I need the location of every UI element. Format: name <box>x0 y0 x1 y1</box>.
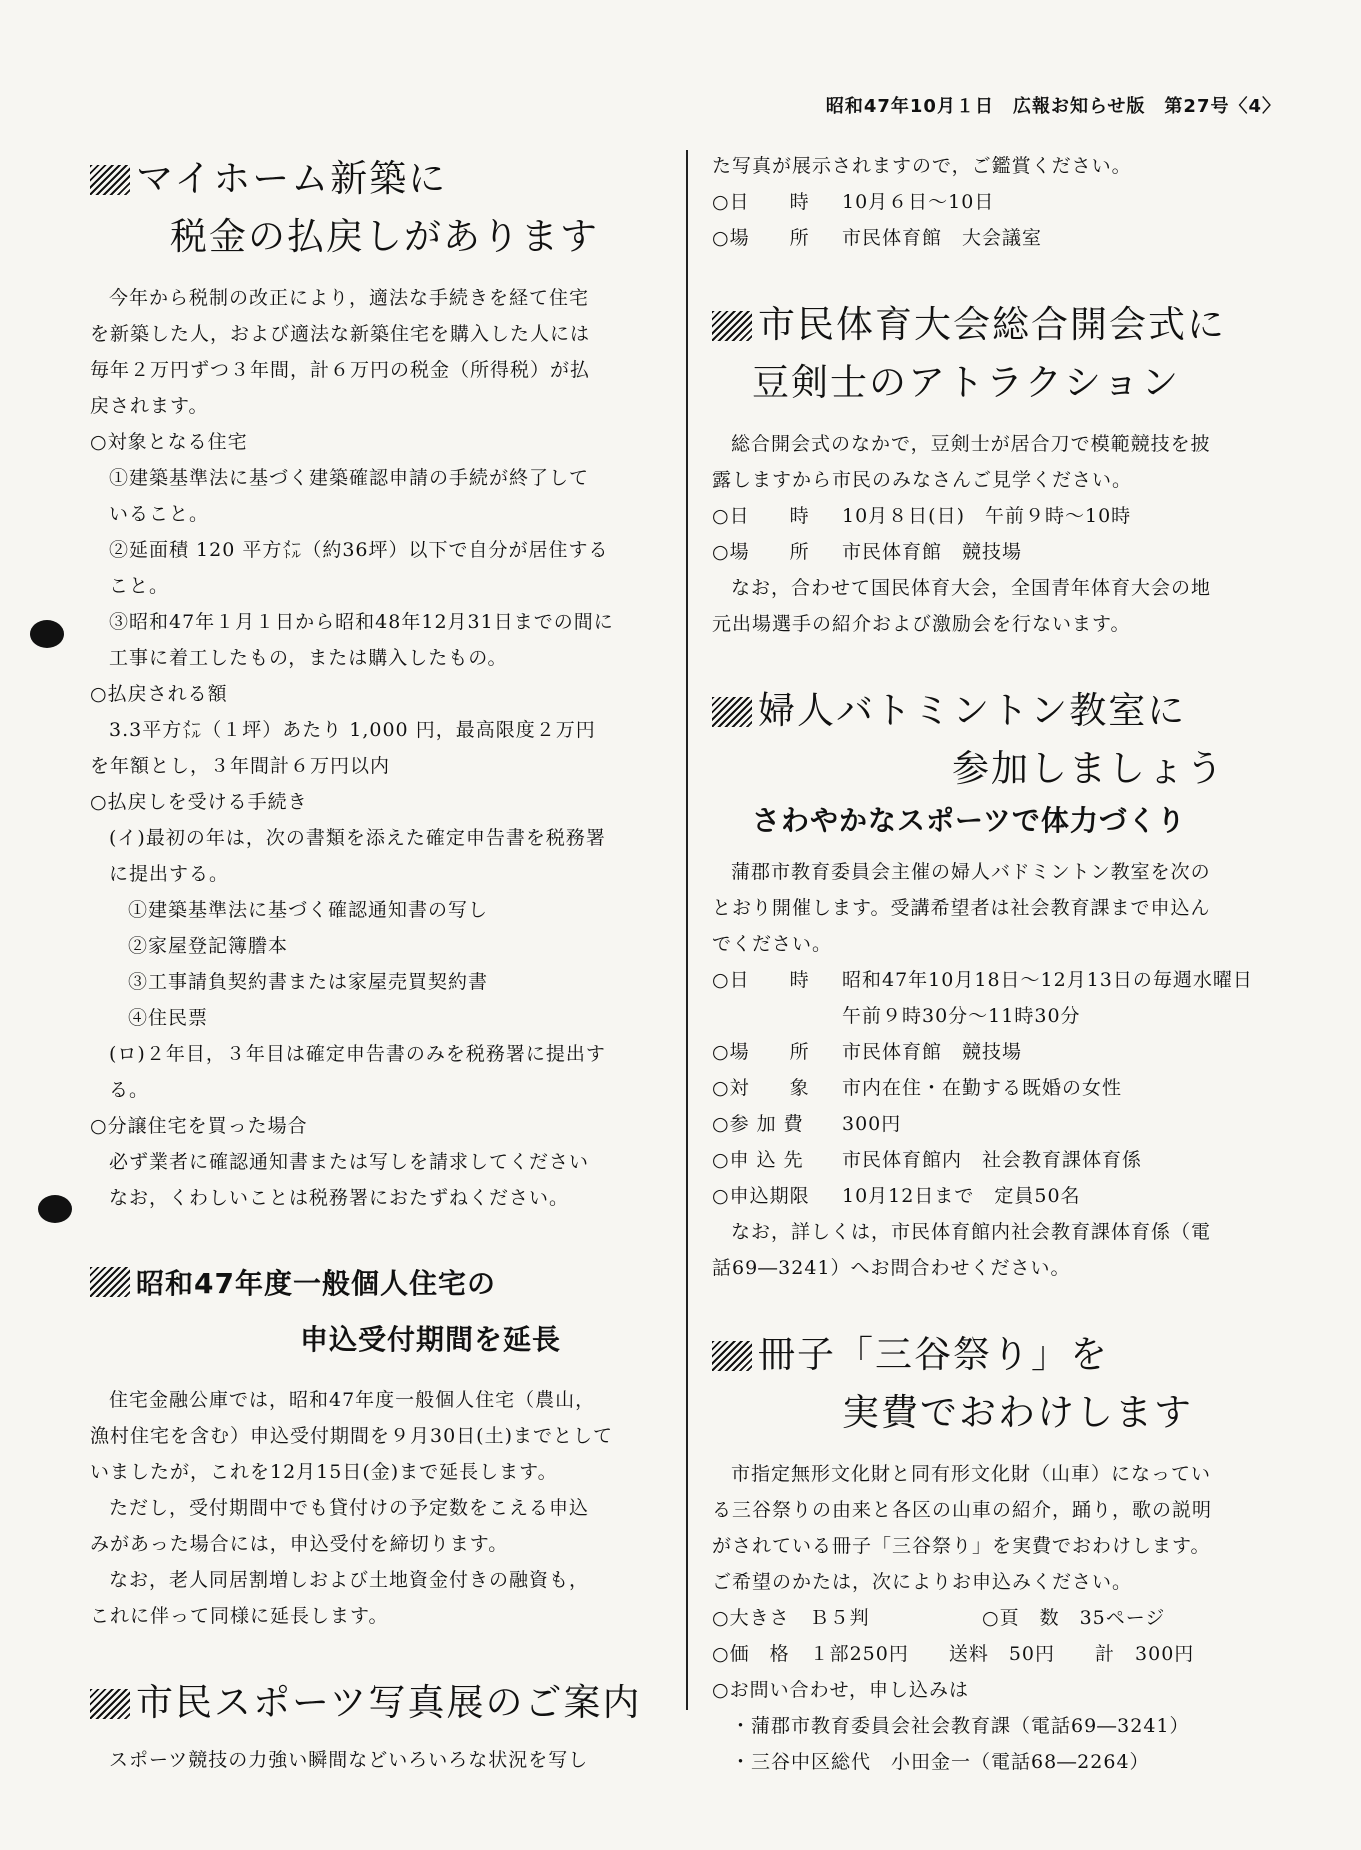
text-line: を年額とし，３年間計６万円以内 <box>90 755 391 777</box>
text-line: ③昭和47年１月１日から昭和48年12月31日までの間に <box>109 611 614 633</box>
title-line-1: 市民スポーツ写真展のご案内 <box>136 1681 642 1724</box>
text-line: 必ず業者に確認通知書または写しを請求してください <box>109 1151 590 1173</box>
article-title <box>90 1256 660 1368</box>
hatch-icon <box>712 697 752 727</box>
info-value: 市民体育館 大会議室 <box>842 227 1043 249</box>
text-line: 露しますから市民のみなさんご見学ください。 <box>712 469 1133 491</box>
hatch-icon <box>712 311 752 341</box>
hatch-icon <box>90 1267 130 1297</box>
article-photo-exhibit-cont <box>712 148 1292 256</box>
info-key: ○日 時 <box>712 505 810 527</box>
article-title <box>90 1674 660 1732</box>
article-title <box>712 296 1292 412</box>
text-line: なお，くわしいことは税務署におたずねください。 <box>109 1187 570 1209</box>
info-key: ○日 時 <box>712 969 810 991</box>
info-key: ○場 所 <box>712 541 810 563</box>
text-line: こと。 <box>109 575 170 597</box>
text-line: (イ)最初の年は，次の書類を添えた確定申告書を税務署 <box>109 827 606 849</box>
article-home-tax <box>90 150 660 1216</box>
title-line-2: 申込受付期間を延長 <box>300 1323 562 1356</box>
text-line: 話69―3241）へお問合わせください。 <box>712 1257 1071 1279</box>
text-line: に提出する。 <box>109 863 230 885</box>
item-heading: ○対象となる住宅 <box>90 431 248 453</box>
info-key <box>712 998 842 1034</box>
contact-line: ・蒲郡市教育委員会社会教育課（電話69―3241） <box>731 1715 1190 1737</box>
article-mitani-booklet <box>712 1326 1292 1780</box>
text-line: ③工事請負契約書または家屋売買契約書 <box>128 971 489 993</box>
contact-line: ・三谷中区総代 小田金一（電話68―2264） <box>731 1751 1150 1773</box>
text-line: ②延面積 120 平方㍍（約36坪）以下で自分が居住する <box>109 539 609 561</box>
column-divider <box>686 150 688 1710</box>
hatch-icon <box>90 165 130 195</box>
info-row <box>712 1142 1292 1178</box>
text-line: みがあった場合には，申込受付を締切ります。 <box>90 1533 509 1555</box>
punch-hole-bottom <box>38 1195 72 1223</box>
info-value: 昭和47年10月18日～12月13日の毎週水曜日 <box>842 969 1253 991</box>
title-line-1: 昭和47年度一般個人住宅の <box>136 1267 496 1300</box>
text-line: 工事に着工したもの，または購入したもの。 <box>109 647 508 669</box>
text-line: ④住民票 <box>128 1007 209 1029</box>
hatch-icon <box>712 1341 752 1371</box>
text-line: 市指定無形文化財と同有形文化財（山車）になってい <box>731 1463 1212 1485</box>
text-line: 総合開会式のなかで，豆剣士が居合刀で模範競技を披 <box>731 433 1211 455</box>
text-line: スポーツ競技の力強い瞬間などいろいろな状況を写し <box>109 1749 589 1771</box>
text-line: 元出場選手の紹介および激励会を行ないます。 <box>712 613 1131 635</box>
text-line: なお，詳しくは，市民体育館内社会教育課体育係（電 <box>731 1221 1212 1243</box>
item-heading: ○払戻しを受ける手続き <box>90 791 308 813</box>
item-heading: ○分譲住宅を買った場合 <box>90 1115 308 1137</box>
text-line: がされている冊子「三谷祭り」を実費でおわけします。 <box>712 1535 1211 1557</box>
article-subtitle: さわやかなスポーツで体力づくり <box>752 804 1186 837</box>
title-line-2: 実費でおわけします <box>842 1391 1193 1434</box>
text-line: いましたが，これを12月15日(金)まで延長します。 <box>90 1461 558 1483</box>
info-row <box>712 998 1292 1034</box>
text-line: (ロ)２年目，３年目は確定申告書のみを税務署に提出す <box>109 1043 606 1065</box>
booklet-size: ○大きさ Ｂ５判 <box>712 1607 870 1629</box>
info-row <box>712 1106 1292 1142</box>
booklet-pages: ○頁 数 35ページ <box>982 1607 1166 1629</box>
article-sports-opening <box>712 296 1292 642</box>
text-line: ご希望のかたは，次によりお申込みください。 <box>712 1571 1133 1593</box>
title-line-2: 豆剣士のアトラクション <box>752 361 1181 404</box>
text-line: とおり開催します。受講希望者は社会教育課まで申込ん <box>712 897 1211 919</box>
info-key: ○場 所 <box>712 227 810 249</box>
text-line: ②家屋登記簿謄本 <box>128 935 289 957</box>
text-line: ただし，受付期間中でも貸付けの予定数をこえる申込 <box>109 1497 590 1519</box>
info-row <box>712 534 1292 570</box>
info-row <box>712 498 1292 534</box>
text-line: 戻されます。 <box>90 395 209 417</box>
booklet-specs <box>712 1600 1292 1636</box>
info-value: 300円 <box>842 1113 902 1135</box>
info-value: 市民体育館 競技場 <box>842 541 1023 563</box>
article-title <box>712 682 1292 798</box>
info-key: ○参 加 費 <box>712 1113 804 1135</box>
info-value: 市民体育館 競技場 <box>842 1041 1023 1063</box>
item-heading: ○払戻される額 <box>90 683 228 705</box>
text-line: でください。 <box>712 933 833 955</box>
info-row <box>712 1034 1292 1070</box>
info-key: ○申 込 先 <box>712 1149 804 1171</box>
booklet-price-row <box>712 1636 1292 1672</box>
text-line: これに伴って同様に延長します。 <box>90 1605 389 1627</box>
info-value: 市民体育館内 社会教育課体育係 <box>842 1149 1143 1171</box>
text-line: る三谷祭りの由来と各区の山車の紹介，踊り，歌の説明 <box>712 1499 1213 1521</box>
info-value: 10月12日まで 定員50名 <box>842 1185 1081 1207</box>
text-line: ①建築基準法に基づく建築確認申請の手続が終了して <box>109 467 590 489</box>
title-line-1: 冊子「三谷祭り」を <box>758 1333 1109 1376</box>
hatch-icon <box>90 1689 130 1719</box>
text-line: ①建築基準法に基づく確認通知書の写し <box>128 899 489 921</box>
info-value: 市内在住・在勤する既婚の女性 <box>842 1077 1123 1099</box>
text-line: 蒲郡市教育委員会主催の婦人バドミントン教室を次の <box>731 861 1211 883</box>
info-row <box>712 962 1292 998</box>
text-line: 毎年２万円ずつ３年間，計６万円の税金（所得税）が払 <box>90 359 591 381</box>
text-line: 漁村住宅を含む）申込受付期間を９月30日(土)までとして <box>90 1425 614 1447</box>
text-line: 今年から税制の改正により，適法な手続きを経て住宅 <box>109 287 590 309</box>
info-key: ○日 時 <box>712 191 810 213</box>
title-line-1: マイホーム新築に <box>136 157 448 200</box>
article-title <box>712 1326 1292 1442</box>
info-row <box>712 184 1292 220</box>
info-value: 午前９時30分～11時30分 <box>842 1005 1081 1027</box>
info-row <box>712 1070 1292 1106</box>
right-column <box>712 148 1292 1780</box>
info-key: ○対 象 <box>712 1077 810 1099</box>
article-title <box>90 150 660 266</box>
title-line-2: 税金の払戻しがあります <box>170 215 599 258</box>
article-badminton <box>712 682 1292 1286</box>
booklet-price: ○価 格 １部250円 送料 50円 計 300円 <box>712 1643 1195 1665</box>
info-key: ○申込期限 <box>712 1185 810 1207</box>
text-line: いること。 <box>109 503 210 525</box>
title-line-1: 市民体育大会総合開会式に <box>758 303 1226 346</box>
item-heading: ○お問い合わせ，申し込みは <box>712 1679 970 1701</box>
text-line: 住宅金融公庫では，昭和47年度一般個人住宅（農山， <box>109 1389 596 1411</box>
text-line: 3.3平方㍍（１坪）あたり 1,000 円，最高限度２万円 <box>109 719 596 741</box>
text-line: を新築した人，および適法な新築住宅を購入した人には <box>90 323 591 345</box>
info-row <box>712 220 1292 256</box>
info-value: 10月６日～10日 <box>842 191 995 213</box>
article-photo-exhibit <box>90 1674 660 1778</box>
title-line-1: 婦人バトミントン教室に <box>758 689 1187 732</box>
text-line: なお，合わせて国民体育大会，全国青年体育大会の地 <box>731 577 1212 599</box>
left-column <box>90 150 660 1778</box>
article-housing-loan <box>90 1256 660 1634</box>
info-value: 10月８日(日) 午前９時～10時 <box>842 505 1132 527</box>
info-key: ○場 所 <box>712 1041 810 1063</box>
page-header: 昭和47年10月１日 広報お知らせ版 第27号〈4〉 <box>825 96 1281 117</box>
text-line: る。 <box>109 1079 150 1101</box>
info-row <box>712 1178 1292 1214</box>
punch-hole-top <box>30 620 64 648</box>
text-line: た写真が展示されますので，ご鑑賞ください。 <box>712 155 1132 177</box>
text-line: なお，老人同居割増しおよび土地資金付きの融資も， <box>109 1569 590 1591</box>
title-line-2: 参加しましょう <box>952 747 1225 790</box>
